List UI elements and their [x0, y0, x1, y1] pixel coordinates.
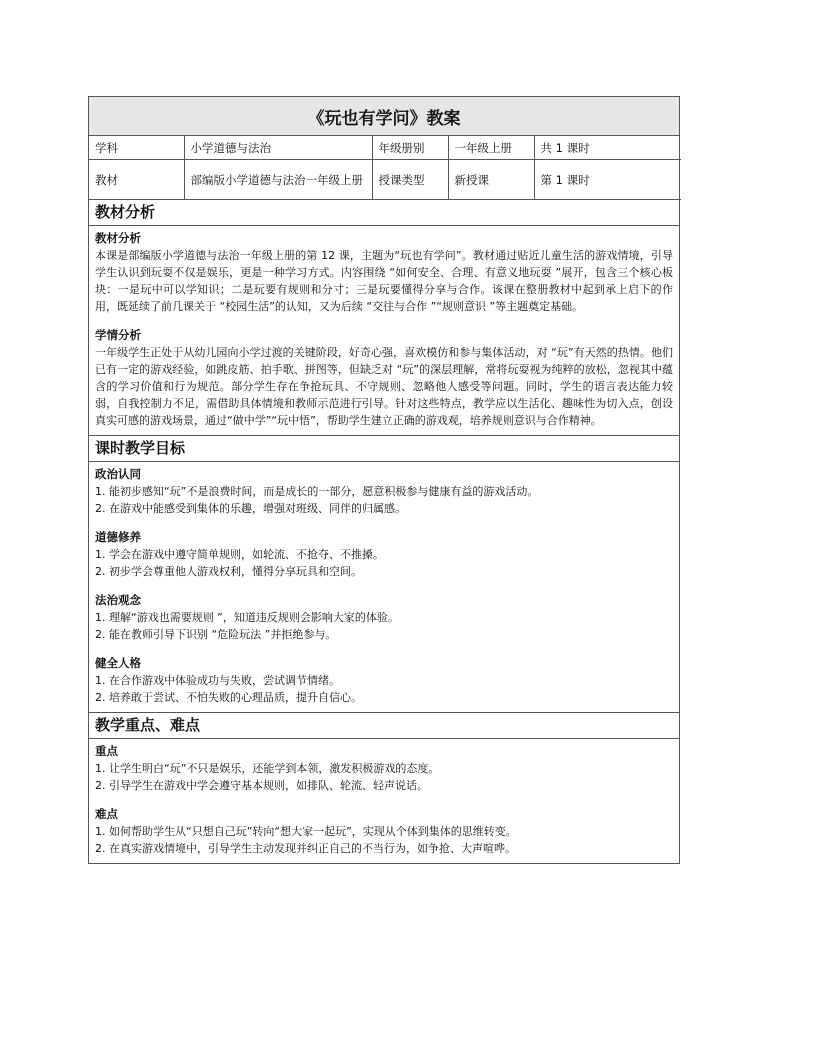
keypoint-group-title: 难点 — [95, 807, 118, 821]
goal-item: 1. 能初步感知“玩”不是浪费时间，而是成长的一部分，愿意积极参与健康有益的游戏活动。 — [95, 485, 539, 498]
meta-cell: 第 1 课时 — [534, 160, 681, 200]
meta-cell: 新授课 — [448, 160, 534, 200]
keypoint-group-title: 重点 — [95, 744, 118, 758]
goal-group-title: 道德修养 — [95, 530, 141, 544]
goal-group-title: 健全人格 — [95, 656, 141, 670]
subheading-material: 教材分析 — [95, 231, 141, 245]
meta-cell: 学科 — [89, 136, 184, 160]
keypoint-item: 1. 如何帮助学生从“只想自己玩”转向“想大家一起玩”，实现从个体到集体的思维转变。 — [95, 825, 517, 838]
goal-item: 2. 初步学会尊重他人游戏权利，懂得分享玩具和空间。 — [95, 565, 362, 578]
document-title: 《玩也有学问》教案 — [89, 97, 679, 136]
paragraph-student: 一年级学生正处于从幼儿园向小学过渡的关键阶段，好奇心强，喜欢模仿和参与集体活动，对 “玩”有天然的热情。他们已有一定的游戏经验，如跳皮筋、拍手歌、拼图等，但缺乏对 “玩”的深层理解，常将玩耍视为纯粹的放松，忽视其中蕴含的学习价值和行为规范。部分学生存在争抢玩具、不守规则、忽略他人感受等问题。同时，学生的语言表达能力较弱，自我控制力不足，需借助具体情境和教师示范进行引导。针对这些特点，教学应以生活化、趣味性为切入点，创设真实可感的游戏场景，通过“做中学”“玩中悟”，帮助学生建立正确的游戏观，培养规则意识与合作精神。 — [95, 346, 673, 427]
meta-cell: 一年级上册 — [448, 136, 534, 160]
meta-cell: 部编版小学道德与法治一年级上册 — [184, 160, 372, 200]
section-body-keypoints — [89, 739, 679, 863]
keypoint-item: 2. 引导学生在游戏中学会遵守基本规则，如排队、轮流、轻声说话。 — [95, 779, 428, 792]
goal-item: 1. 学会在游戏中遵守简单规则，如轮流、不抢夺、不推搡。 — [95, 548, 384, 561]
goal-item: 1. 在合作游戏中体验成功与失败，尝试调节情绪。 — [95, 674, 340, 687]
paragraph-material: 本课是部编版小学道德与法治一年级上册的第 12 课，主题为“玩也有学问”。教材通过贴近儿童生活的游戏情境，引导学生认识到玩耍不仅是娱乐，更是一种学习方式。内容围绕 “如何安全、合理、有意义地玩耍 ”展开，包含三个核心板块：一是玩中可以学知识；二是玩要有规则和分寸；三是玩要懂得分享与合作。该课在整册教材中起到承上启下的作用，既延续了前几课关于 “校园生活”的认知，又为后续 “交往与合作 ”“规则意识 ”等主题奠定基础。 — [95, 249, 673, 313]
meta-table — [89, 136, 681, 200]
goal-item: 2. 能在教师引导下识别 “危险玩法 ”并拒绝参与。 — [95, 628, 337, 641]
keypoint-item: 1. 让学生明白“玩”不只是娱乐，还能学到本领，激发积极游戏的态度。 — [95, 762, 440, 775]
section-heading-goals: 课时教学目标 — [89, 436, 679, 462]
goal-item: 1. 理解“游戏也需要规则 ”，知道违反规则会影响大家的体验。 — [95, 611, 399, 624]
goal-group-title: 法治观念 — [95, 593, 141, 607]
section-heading-analysis: 教材分析 — [89, 200, 679, 226]
meta-row-1 — [89, 136, 681, 160]
goal-item: 2. 在游戏中能感受到集体的乐趣，增强对班级、同伴的归属感。 — [95, 502, 406, 515]
meta-cell: 小学道德与法治 — [184, 136, 372, 160]
subheading-student: 学情分析 — [95, 328, 141, 342]
meta-cell: 授课类型 — [372, 160, 448, 200]
lesson-plan-document — [88, 96, 680, 864]
keypoint-item: 2. 在真实游戏情境中，引导学生主动发现并纠正自己的不当行为，如争抢、大声喧哗。 — [95, 842, 516, 855]
section-body-analysis — [89, 226, 679, 436]
section-body-goals — [89, 462, 679, 713]
meta-cell: 年级册别 — [372, 136, 448, 160]
goal-item: 2. 培养敢于尝试、不怕失败的心理品质，提升自信心。 — [95, 691, 362, 704]
section-heading-keypoints: 教学重点、难点 — [89, 713, 679, 739]
meta-row-2 — [89, 160, 681, 200]
meta-cell: 共 1 课时 — [534, 136, 681, 160]
meta-cell: 教材 — [89, 160, 184, 200]
goal-group-title: 政治认同 — [95, 467, 141, 481]
